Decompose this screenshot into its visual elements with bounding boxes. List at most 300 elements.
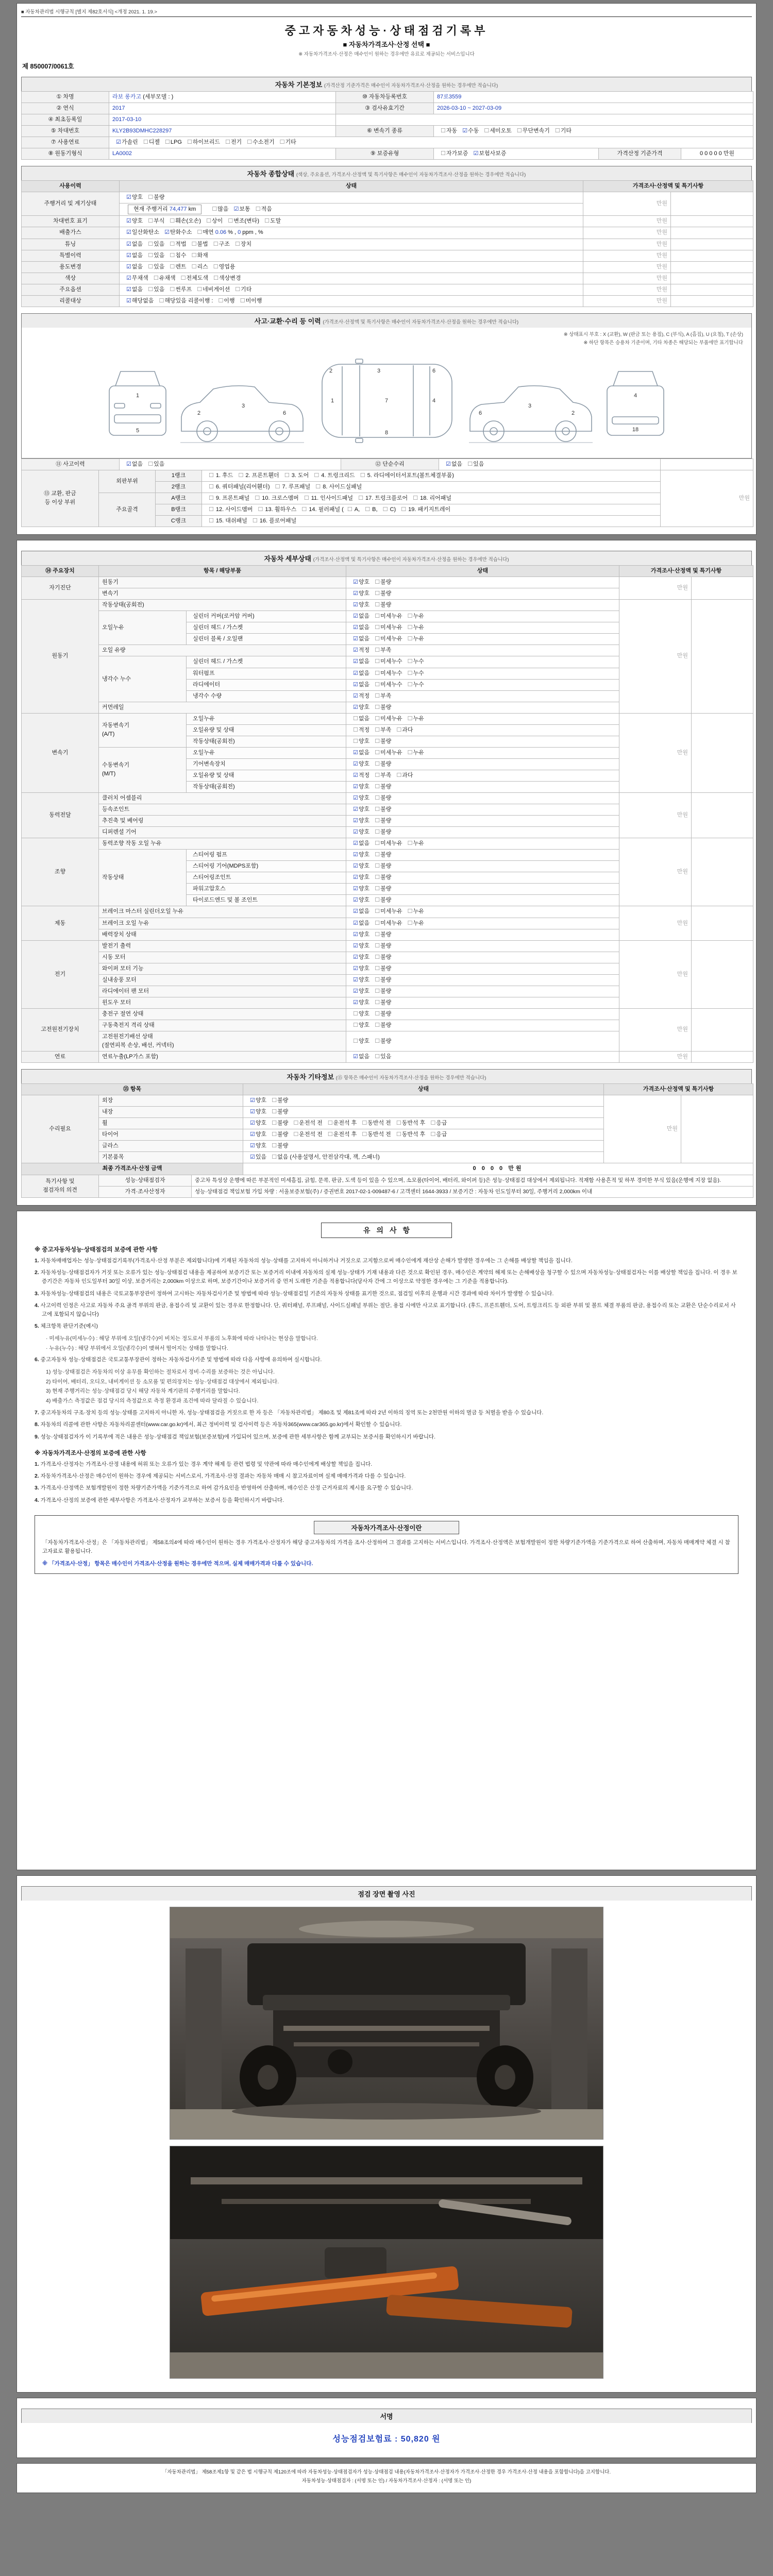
document-subtitle-note: ※ 자동차가격조사·산정은 매수인이 원하는 경우에만 유료로 제공되는 서비스입니다: [298, 52, 475, 57]
checkbox-empty-icon: ☐: [301, 506, 307, 513]
checkbox-empty-icon: ☐: [362, 1131, 367, 1138]
checkbox-empty-icon: ☐: [170, 218, 175, 225]
checkbox-empty-icon: ☐: [375, 726, 380, 733]
diagram-part-number: 3: [528, 402, 532, 409]
checkbox-empty-icon: ☐: [375, 704, 380, 710]
table-cell: ☑적정 ☐부족: [346, 645, 619, 656]
checkbox-empty-icon: ☐: [407, 840, 413, 847]
table-cell: ☑양호 ☐불량: [346, 940, 619, 952]
empty-cell: [336, 114, 753, 126]
section-etc-header: [21, 1069, 752, 1083]
table-cell: 시동 모터: [99, 952, 346, 963]
checkbox-empty-icon: ☐: [382, 506, 388, 513]
section-etc-title: 자동차 기타정보: [287, 1073, 334, 1081]
table-cell: 구동축전지 격리 상태: [99, 1020, 346, 1031]
checkbox-empty-icon: ☐: [247, 139, 253, 146]
checkbox-empty-icon: ☐: [255, 206, 261, 213]
table-cell: 만원: [619, 838, 692, 906]
odometer-reading: 현재 주행거리 74,477 km ☐많음 ☑보통 ☐적음: [120, 204, 583, 216]
diagram-part-number: 8: [384, 429, 389, 436]
checkbox-checked-icon: ☑: [126, 297, 131, 304]
table-cell: ☑양호 ☐불량 ☐운전석 전 ☐운전석 후 ☐동반석 전 ☐동반석 후 ☐응급: [243, 1118, 604, 1129]
diagram-part-number: 3: [241, 402, 245, 409]
table-cell: ☑적정 ☐부족 ☐과다: [346, 770, 619, 781]
checkbox-checked-icon: ☑: [353, 590, 358, 597]
checkbox-empty-icon: ☐: [375, 760, 380, 767]
damage-code-legend: ※ 상태표시 부호 : X (교환), W (판금 또는 용접), C (부식), A (흠집), U (요철), T (손상): [563, 331, 743, 337]
checkbox-empty-icon: ☐: [212, 206, 217, 213]
table-cell: 스티어링 펌프: [187, 850, 346, 861]
inspection-photo-2: [170, 2146, 603, 2379]
notice-part1-title: ※ 중고자동차성능·상태점검의 보증에 관한 사항: [35, 1246, 158, 1253]
table-cell: [692, 1008, 753, 1051]
section-basic-note: (가격산정 기준가격은 매수인이 자동차가격조사·산정을 원하는 경우에만 적습니다): [324, 83, 498, 89]
checkbox-checked-icon: ☑: [353, 920, 358, 926]
options-status: ☑없음 ☐있음 ☐썬루프 ☐네비게이션 ☐기타: [120, 284, 583, 295]
inspector-opinion-table: [21, 1175, 753, 1198]
emission-status: ☑일산화탄소 ☑탄화수소 ☐매연 0.06 % , 0 ppm , %: [120, 227, 583, 239]
field-value: 라보 롱카고: [112, 94, 142, 100]
checkbox-empty-icon: ☐: [209, 518, 214, 524]
table-cell: 디퍼렌셜 기어: [99, 827, 346, 838]
checkbox-checked-icon: ☑: [353, 647, 358, 654]
document-page-basic: [16, 3, 757, 535]
table-cell: 상태: [346, 566, 619, 577]
table-cell: 냉각수 수량: [187, 690, 346, 702]
vehicle-name: 라보 롱카고 (세부모델 : ): [109, 92, 336, 103]
notice-item-number: 2.: [35, 1269, 39, 1276]
checkbox-empty-icon: ☐: [365, 506, 371, 513]
table-cell: ☑양호 ☐불량: [346, 588, 619, 600]
section-accident-note: (가격조사·산정액 및 특기사항은 매수인이 자동차가격조사·산정을 원하는 경우에만 적습니다): [323, 319, 519, 325]
checkbox-empty-icon: ☐: [407, 681, 413, 688]
label-emission: 배출가스: [22, 227, 120, 239]
checkbox-empty-icon: ☐: [148, 252, 154, 259]
table-cell: 오일유량 및 상태: [187, 770, 346, 781]
table-cell: ☑양호 ☐불량: [243, 1107, 604, 1118]
table-cell: ☑없음 ☐있음: [346, 1052, 619, 1063]
notice-item-number: 7.: [35, 1409, 39, 1416]
divider: [21, 16, 752, 17]
label-fuel-type: ⑦ 사용연료: [22, 137, 109, 148]
checkbox-checked-icon: ☑: [233, 206, 239, 213]
table-cell: [681, 1095, 753, 1163]
checkbox-checked-icon: ☑: [353, 840, 358, 847]
checkbox-empty-icon: ☐: [441, 128, 446, 134]
table-cell: 만원: [583, 284, 671, 295]
checkbox-empty-icon: ☐: [353, 738, 358, 744]
label-warranty-type: ⑨ 보증유형: [336, 148, 434, 160]
base-price: 0 0 0 0 0 만원: [681, 148, 753, 160]
table-cell: ☑양호 ☐불량: [346, 827, 619, 838]
outer-panel-rank2: ☐ 6. 쿼터패널(리어휀더) ☐ 7. 루프패널 ☐ 8. 사이드실패널: [202, 481, 661, 493]
checkbox-empty-icon: ☐: [375, 658, 380, 665]
frame-rank-b: ☐ 12. 사이드멤버 ☐ 13. 휠하우스 ☐ 14. 필러패널 ( ☐ A, ☐ B, ☐ C) ☐ 19. 패키지트레이: [202, 504, 661, 515]
notice-item: 9. 성능·상태점검자가 이 기록부에 적은 내용은 성능·상태점검 책임보험(보증보험)에 가입되어 있으며, 보증에 관한 세부사항은 함께 교부되는 보증서를 확인하시기 바랍니다.: [35, 1433, 436, 1440]
document-number: 제 850007/0061호: [22, 63, 74, 70]
checkbox-checked-icon: ☑: [353, 658, 358, 665]
checkbox-checked-icon: ☑: [353, 976, 358, 983]
table-cell: ☑적정 ☐부족: [346, 690, 619, 702]
checkbox-empty-icon: ☐: [197, 229, 203, 236]
notice-subitem: 4) 배출가스 측정값은 점검 당시의 측정값으로 측정 환경과 조건에 따라 달라질 수 있습니다.: [46, 1398, 259, 1404]
field-value: 74,477: [169, 206, 187, 213]
checkbox-checked-icon: ☑: [353, 783, 358, 790]
checkbox-checked-icon: ☑: [353, 886, 358, 892]
table-cell: ☑없음 ☐미세누유 ☐누유: [346, 906, 619, 918]
device-brake: 제동: [22, 906, 99, 940]
checkbox-empty-icon: ☐: [238, 472, 244, 479]
table-cell: 수동변속기 (M/T): [99, 747, 187, 792]
table-cell: [671, 295, 753, 307]
table-cell: 발전기 출력: [99, 940, 346, 952]
table-cell: 만원: [619, 1052, 692, 1063]
section-signature-title: 서명: [380, 2412, 393, 2420]
checkbox-empty-icon: ☐: [148, 286, 154, 293]
notice-part2-list: [21, 1460, 752, 1505]
table-cell: ☐없음 ☐미세누유 ☐누유: [346, 713, 619, 724]
checkbox-empty-icon: ☐: [264, 218, 270, 225]
notice-item: 1. 자동차매매업자는 성능·상태점검기록부(가격조사·산정 부분은 제외합니다)에 기재된 자동차의 성능·상태를 고지하지 아니하거나 거짓으로 고지함으로써 매수인에게 재산상 손해가 발생한 경우에는 그 손해를 배상할 책임을 집니다.: [35, 1257, 573, 1264]
checkbox-empty-icon: ☐: [191, 263, 197, 270]
checkbox-empty-icon: ☐: [360, 472, 365, 479]
usage-change-status: ☑없음 ☐있음 ☐렌트 ☐리스 ☐영업용: [120, 261, 583, 273]
notice-item-number: 3.: [35, 1485, 39, 1492]
checkbox-empty-icon: ☐: [272, 1120, 277, 1127]
label-engine-type: ⑧ 원동기형식: [22, 148, 109, 160]
table-cell: 항목 / 해당부품: [99, 566, 346, 577]
table-cell: 만원: [619, 600, 692, 713]
checkbox-empty-icon: ☐: [516, 128, 522, 134]
table-cell: 워터펌프: [187, 668, 346, 679]
diagram-part-number: 5: [136, 427, 140, 434]
table-cell: 자동변속기 (A/T): [99, 713, 187, 747]
checkbox-checked-icon: ☑: [353, 795, 358, 802]
diagram-part-number: 18: [632, 426, 639, 433]
checkbox-checked-icon: ☑: [353, 942, 358, 949]
section-overall-header: [21, 166, 752, 180]
checkbox-empty-icon: ☐: [353, 1022, 358, 1028]
checkbox-checked-icon: ☑: [353, 624, 358, 631]
checkbox-empty-icon: ☐: [353, 715, 358, 722]
vin: [109, 126, 336, 137]
first-registration-date: [109, 114, 336, 126]
table-cell: ☑양호 ☐불량: [243, 1141, 604, 1152]
table-cell: 가격·조사산정자: [99, 1186, 192, 1197]
checkbox-empty-icon: ☐: [272, 1154, 277, 1161]
table-cell: 작동상태(공회전): [187, 781, 346, 792]
checkbox-checked-icon: ☑: [353, 988, 358, 994]
checkbox-empty-icon: ☐: [197, 286, 203, 293]
device-fuel: 연료: [22, 1052, 99, 1063]
color-status: ☑무채색 ☐유채색 ☐전체도색 ☐색상변경: [120, 273, 583, 284]
table-cell: ☑양호 ☐불량: [346, 963, 619, 974]
table-cell: 1랭크: [156, 470, 202, 481]
table-cell: 만원: [583, 295, 671, 307]
checkbox-empty-icon: ☐: [430, 1131, 436, 1138]
engine-type: [109, 148, 336, 160]
table-cell: ☑양호 ☐불량: [346, 758, 619, 770]
etc-info-table: [21, 1083, 753, 1163]
table-cell: 사용이력: [22, 181, 120, 192]
table-cell: 오일누유: [187, 747, 346, 758]
table-cell: 만원: [619, 906, 692, 940]
label-inspection-period: ③ 검사유효기간: [336, 103, 434, 114]
checkbox-empty-icon: ☐: [407, 636, 413, 642]
table-cell: ☑양호 ☐불량: [346, 884, 619, 895]
table-cell: 만원: [583, 250, 671, 261]
checkbox-empty-icon: ☐: [213, 263, 219, 270]
table-cell: 배력장치 상태: [99, 929, 346, 940]
checkbox-empty-icon: ☐: [407, 624, 413, 631]
field-value: 0.06: [215, 229, 227, 236]
field-value: 87로3559: [437, 94, 462, 100]
table-cell: 연료누출(LP가스 포함): [99, 1052, 346, 1063]
section-detail-header: [21, 551, 752, 565]
checkbox-empty-icon: ☐: [148, 218, 154, 225]
checkbox-empty-icon: ☐: [375, 920, 380, 926]
table-cell: ☑양호 ☐불량: [346, 872, 619, 884]
table-cell: 외판부위: [99, 470, 156, 493]
table-cell: ⑮ 항목: [22, 1084, 243, 1095]
notice-item: 1. 가격조사·산정자는 가격조사·산정 내용에 허위 또는 오류가 있는 경우 계약 해제 등 관련 법령 및 약관에 따라 매수인에게 배상할 책임을 집니다.: [35, 1461, 373, 1467]
checkbox-checked-icon: ☑: [353, 704, 358, 710]
checkbox-checked-icon: ☑: [353, 954, 358, 960]
accident-status-table: [21, 459, 753, 470]
notice-item: 4. 사고이력 인정은 사고로 자동차 주요 골격 부위의 판금, 용접수리 및 교환이 있는 경우로 한정합니다. 단, 쿼터패널, 루프패널, 사이드실패널 부위는 절단, 용접 시에만 사고로 표기합니다. (후드, 프론트휀더, 도어, 트렁크리드 등 외판 부위 및 볼트 체결 부품의 판금, 용접수리 또는 교환은 단순수리로서 사고에 포함되지 않습니다): [35, 1302, 736, 1318]
special-history-status: ☑없음 ☐있음 ☐침수 ☐화재: [120, 250, 583, 261]
label-tuning: 튜닝: [22, 239, 120, 250]
diagram-part-number: 6: [282, 410, 287, 416]
checkbox-checked-icon: ☑: [250, 1097, 255, 1104]
table-cell: ☑양호 ☐불량: [346, 952, 619, 963]
label-vin: ⑤ 차대번호: [22, 126, 109, 137]
basic-info-table: [21, 91, 753, 160]
table-cell: ☑없음 ☐미세누수 ☐누수: [346, 656, 619, 668]
checkbox-empty-icon: ☐: [272, 1097, 277, 1104]
checkbox-empty-icon: ☐: [314, 472, 320, 479]
notice-item: 8. 자동차의 리콜에 관한 사항은 자동차리콜센터(www.car.go.kr)에서, 최근 정비이력 및 검사이력 등은 자동차365(www.car365.go.kr)에서 확인할 수 있습니다.: [35, 1421, 402, 1428]
table-cell: 실린더 헤드 / 가스켓: [187, 622, 346, 634]
damage-code-legend-2: ※ 하단 항목은 승용차 기준이며, 기타 차종은 해당되는 부품에만 표기합니다: [583, 340, 743, 346]
checkbox-checked-icon: ☑: [126, 194, 131, 201]
table-cell: 작동상태: [99, 850, 187, 906]
table-cell: [671, 273, 753, 284]
table-cell: 만원: [583, 261, 671, 273]
table-cell: ☑없음 ☐미세누유 ☐누유: [346, 838, 619, 850]
section-accident-title: 사고·교환·수리 등 이력: [254, 317, 321, 325]
checkbox-checked-icon: ☑: [462, 128, 468, 134]
checkbox-empty-icon: ☐: [375, 897, 380, 904]
table-cell: 만원: [619, 1008, 692, 1051]
table-cell: 만원: [619, 713, 692, 792]
notice-item: 3. 자동차성능·상태점검의 내용은 국토교통부장관이 정하여 고시하는 자동차검사기준 및 방법에 따라 성능·상태점검일 기준의 자동차 상태를 표기한 것으로, 점검일 이후의 운행과 시간 경과에 따라 차이가 발생할 수 있습니다.: [35, 1290, 554, 1297]
table-cell: 브레이크 마스터 실린더오일 누유: [99, 906, 346, 918]
footer-legal-line: 「자동차관리법」 제58조제1항 및 같은 법 시행규칙 제120조에 따라 자동차성능·상태점검자가 성능·상태점검 내용(자동차가격조사·산정자가 가격조사·산정한 경우 가격조사·산정 내용을 포함합니다)을 고지합니다.: [162, 2469, 611, 2475]
table-cell: 가격조사·산정액 및 특기사항: [619, 566, 753, 577]
checkbox-empty-icon: ☐: [315, 483, 321, 490]
checkbox-empty-icon: ☐: [170, 241, 175, 247]
checkbox-empty-icon: ☐: [467, 461, 473, 467]
notice-part1-list: [21, 1257, 752, 1442]
checkbox-checked-icon: ☑: [353, 965, 358, 972]
table-cell: 실린더 커버(로커암 커버): [187, 611, 346, 622]
checkbox-empty-icon: ☐: [375, 715, 380, 722]
checkbox-empty-icon: ☐: [375, 681, 380, 688]
checkbox-checked-icon: ☑: [353, 749, 358, 756]
insurance-fee-value: 50,820 원: [400, 2434, 441, 2444]
section-signature-header: [21, 2409, 752, 2423]
insurance-fee: 성능점검보험료 : 50,820 원: [332, 2434, 441, 2444]
insurance-fee-label: 성능점검보험료: [332, 2434, 392, 2444]
table-cell: ☑양호 ☐불량: [346, 793, 619, 804]
checkbox-empty-icon: ☐: [375, 840, 380, 847]
table-cell: ☑양호 ☐불량 ☐운전석 전 ☐운전석 후 ☐동반석 전 ☐동반석 후 ☐응급: [243, 1129, 604, 1141]
checkbox-empty-icon: ☐: [170, 286, 175, 293]
checkbox-empty-icon: ☐: [375, 590, 380, 597]
table-cell: 고전원전기배선 상태 (절연피복 손상, 배선, 커넥터): [99, 1031, 346, 1052]
notice-title: 유의사항: [321, 1223, 452, 1238]
table-cell: 가격조사·산정액 및 특기사항: [604, 1084, 753, 1095]
checkbox-empty-icon: ☐: [234, 241, 240, 247]
table-cell: [671, 284, 753, 295]
table-cell: 충전구 절연 상태: [99, 1008, 346, 1020]
table-cell: 2랭크: [156, 481, 202, 493]
table-cell: ☑양호 ☐불량: [346, 986, 619, 997]
table-cell: ☐양호 ☐불량: [346, 1031, 619, 1052]
table-cell: 윈도우 모터: [99, 997, 346, 1008]
device-engine: 원동기: [22, 600, 99, 713]
table-cell: ☑없음 ☐미세누수 ☐누수: [346, 679, 619, 690]
table-cell: [692, 793, 753, 838]
table-cell: ⑭ 주요장치: [22, 566, 99, 577]
label-replaced-parts: ⑬ 교환, 판금 등 이상 부위: [22, 470, 99, 527]
table-cell: 만원: [661, 470, 753, 527]
table-cell: ☑양호 ☐불량: [346, 577, 619, 588]
notice-item-number: 9.: [35, 1433, 39, 1440]
table-cell: [671, 239, 753, 250]
section-detail-title: 자동차 세부상태: [264, 555, 312, 563]
table-cell: 만원: [583, 216, 671, 227]
table-cell: 작동상태(공회전): [187, 736, 346, 747]
table-cell: A랭크: [156, 493, 202, 504]
table-cell: 브레이크 오일 누유: [99, 918, 346, 929]
table-cell: ☑없음 ☐미세누유 ☐누유: [346, 611, 619, 622]
notice-subitem: · 누유(누수) : 해당 부위에서 오일(냉각수)이 맺혀서 떨어지는 상태를 말합니다.: [46, 1345, 228, 1351]
checkbox-empty-icon: ☐: [209, 506, 214, 513]
checkbox-empty-icon: ☐: [180, 275, 186, 281]
table-cell: 작동상태(공회전): [99, 600, 346, 611]
checkbox-empty-icon: ☐: [375, 1010, 380, 1017]
diagram-part-number: 6: [478, 410, 482, 416]
field-value: 2026-03-10 ~ 2027-03-09: [437, 105, 502, 112]
diagram-part-number: 2: [571, 410, 575, 416]
label-final-price: 최종 가격조사·산정 금액: [22, 1163, 243, 1175]
table-cell: ☑양호 ☐불량: [346, 929, 619, 940]
checkbox-empty-icon: ☐: [275, 483, 280, 490]
checkbox-empty-icon: ☐: [375, 636, 380, 642]
notice-item: 2. 자동차가격조사·산정은 매수인이 원하는 경우에 제공되는 서비스로서, 가격조사·산정 결과는 자동차 매매 시 참고자료이며 실제 매매가격과 다를 수 있습니다.: [35, 1473, 406, 1480]
checkbox-empty-icon: ☐: [375, 738, 380, 744]
table-cell: 오일누유: [99, 611, 187, 645]
table-cell: 변속기: [99, 588, 346, 600]
notice-item-number: 3.: [35, 1290, 39, 1297]
table-cell: [692, 577, 753, 600]
transmission-type: ☐자동 ☑수동 ☐세미오토 ☐무단변속기 ☐기타: [434, 126, 753, 137]
table-cell: ☑양호 ☐불량: [243, 1095, 604, 1107]
checkbox-checked-icon: ☑: [353, 908, 358, 915]
checkbox-checked-icon: ☑: [353, 1054, 358, 1060]
label-recall: 리콜대상: [22, 295, 120, 307]
checkbox-empty-icon: ☐: [375, 613, 380, 620]
checkbox-empty-icon: ☐: [375, 602, 380, 608]
inspector-comment: 중고차 특성상 운행에 따른 부분적인 미세흠집, 긁힘, 문콕, 판금, 도색 등이 있을 수 있으며, 소모품(타이어, 배터리, 와이퍼 등)은 성능·상태점검 대상에서 제외됩니다. 적재함 사용흔적 및 하부 경미한 부식 있음(운행에 지장 없음).: [192, 1175, 753, 1186]
checkbox-checked-icon: ☑: [250, 1154, 255, 1161]
table-cell: ☑양호 ☐불량: [346, 974, 619, 986]
checkbox-empty-icon: ☐: [375, 749, 380, 756]
appraiser-comment: 성능·상태점검 책임보험 가입 차량 : 서울보증보험(주) / 증권번호 2017-02-1-009487-6 / 고객센터 1644-3933 / 보증기간 : 자동차 인도일부터 30일, 주행거리 2,000km 이내: [192, 1186, 753, 1197]
checkbox-empty-icon: ☐: [375, 1054, 380, 1060]
label-vin-marking: 차대번호 표기: [22, 216, 120, 227]
checkbox-empty-icon: ☐: [327, 1120, 333, 1127]
diagram-part-number: 1: [136, 392, 140, 399]
notice-item-number: 8.: [35, 1421, 39, 1428]
checkbox-empty-icon: ☐: [375, 1038, 380, 1044]
table-cell: 등속조인트: [99, 804, 346, 816]
checkbox-empty-icon: ☐: [170, 252, 175, 259]
document-title: 중고자동차성능·상태점검기록부: [284, 24, 489, 37]
table-cell: 클러치 어셈블리: [99, 793, 346, 804]
table-cell: 실내송풍 모터: [99, 974, 346, 986]
price-definition-body: 「자동차가격조사·산정」은 「자동차관리법」 제58조의4에 따라 매수인이 원하는 경우 가격조사·산정자가 해당 중고자동차의 가격을 조사·산정하여 그 결과를 고지하는 서비스입니다. 가격조사·산정액은 보험개발원이 정한 차량기준가액을 기준가격으로 하여 산출하며, 자동차 매매계약 체결 시 참고자료로 활용됩니다.: [42, 1539, 730, 1555]
checkbox-empty-icon: ☐: [407, 658, 413, 665]
table-cell: 기본품목: [99, 1152, 243, 1163]
notice-item-number: 1.: [35, 1461, 39, 1467]
table-cell: ☑양호 ☐불량: [346, 781, 619, 792]
checkbox-empty-icon: ☐: [375, 954, 380, 960]
field-value: 2017: [112, 105, 125, 112]
checkbox-empty-icon: ☐: [375, 624, 380, 631]
table-cell: [692, 713, 753, 792]
label-first-registration: ④ 최초등록일: [22, 114, 109, 126]
table-cell: ☑없음 ☐미세누유 ☐누유: [346, 747, 619, 758]
overall-condition-table: [21, 180, 753, 307]
checkbox-empty-icon: ☐: [148, 194, 154, 201]
label-special-history: 특별이력: [22, 250, 120, 261]
table-cell: 만원: [604, 1095, 681, 1163]
notice-item-number: 1.: [35, 1257, 39, 1264]
damage-diagram-area: [21, 327, 752, 459]
diagram-part-numbers: [136, 368, 638, 436]
checkbox-empty-icon: ☐: [375, 647, 380, 654]
checkbox-checked-icon: ☑: [473, 150, 479, 157]
section-photos-title: 점검 장면 촬영 사진: [358, 1890, 415, 1898]
final-price-table: [21, 1163, 753, 1175]
checkbox-empty-icon: ☐: [358, 495, 363, 501]
table-cell: [671, 250, 753, 261]
checkbox-checked-icon: ☑: [250, 1131, 255, 1138]
warranty-type: ☐자가보증 ☑보험사보증: [434, 148, 599, 160]
checkbox-empty-icon: ☐: [375, 976, 380, 983]
table-cell: ☑없음 ☐미세누유 ☐누유: [346, 622, 619, 634]
checkbox-checked-icon: ☑: [353, 874, 358, 881]
device-steering: 조향: [22, 838, 99, 906]
section-detail-note: (가격조사·산정액 및 특기사항은 매수인이 자동차가격조사·산정을 원하는 경우에만 적습니다): [313, 557, 509, 563]
checkbox-checked-icon: ☑: [353, 806, 358, 813]
checkbox-checked-icon: ☑: [126, 275, 131, 281]
checkbox-empty-icon: ☐: [170, 263, 175, 270]
odometer-box: 현재 주행거리 74,477 km: [128, 205, 201, 214]
